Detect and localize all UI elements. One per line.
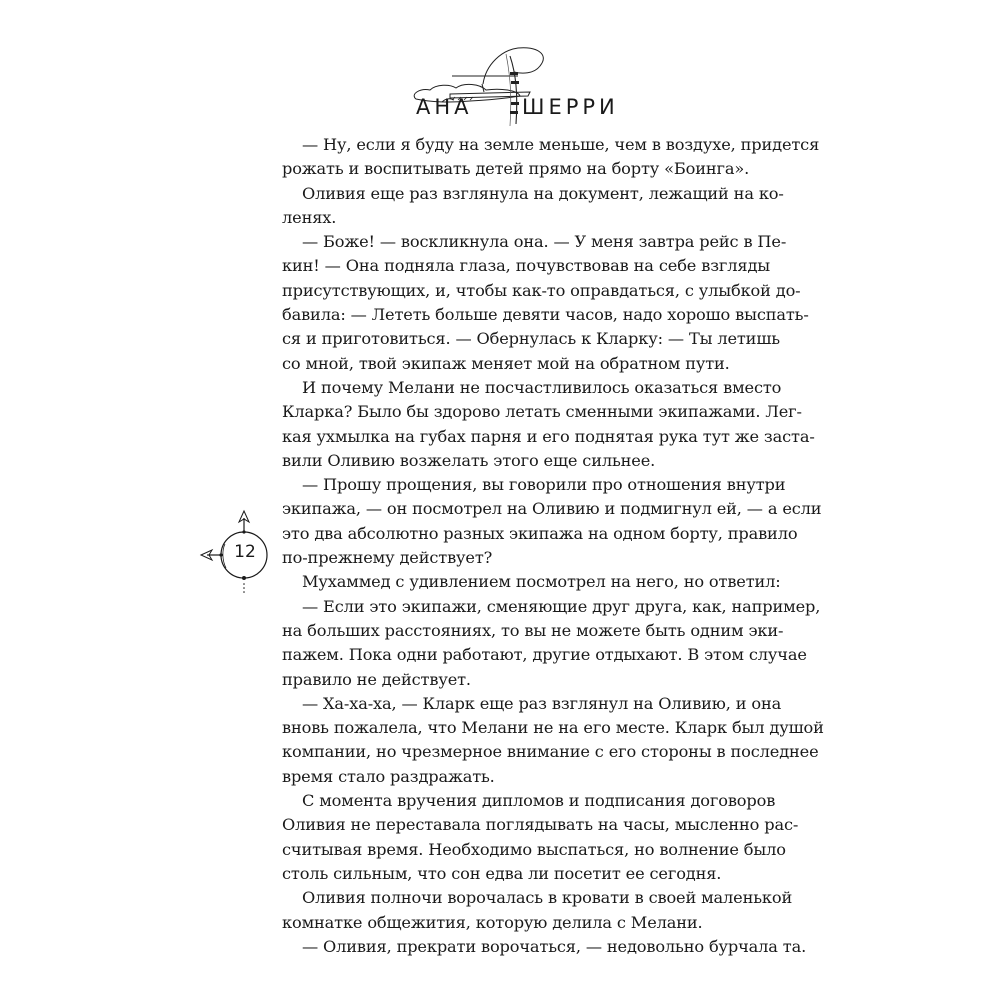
text-line: комнатке общежития, которую делила с Мелани. bbox=[282, 912, 703, 932]
text-line: ся и приготовиться. — Обернулась к Кларку: — Ты летишь bbox=[282, 329, 780, 349]
text-line: кая ухмылка на губах парня и его поднятая рука тут же заста- bbox=[282, 426, 815, 446]
text-line: Оливия не переставала поглядывать на часы, мысленно рас- bbox=[282, 815, 799, 835]
text-line: это два абсолютно разных экипажа на одном борту, правило bbox=[282, 523, 798, 543]
text-line: — Ха-ха-ха, — Кларк еще раз взглянул на Оливию, и она bbox=[302, 693, 782, 713]
body-text bbox=[282, 133, 824, 959]
text-line: Кларка? Было бы здорово летать сменными экипажами. Лег- bbox=[282, 402, 802, 422]
page-number: 12 bbox=[234, 542, 256, 562]
page-number-badge bbox=[198, 508, 278, 598]
text-line: на больших расстояниях, то вы не можете быть одним эки- bbox=[282, 620, 784, 640]
text-line: правило не действует. bbox=[282, 669, 471, 689]
text-line: Мухаммед с удивлением посмотрел на него, но ответил: bbox=[302, 572, 781, 592]
text-line: ленях. bbox=[282, 207, 337, 227]
text-line: — Если это экипажи, сменяющие друг друга, как, например, bbox=[302, 596, 821, 616]
text-line: со мной, твой экипаж меняет мой на обратном пути. bbox=[282, 353, 730, 373]
text-line: компании, но чрезмерное внимание с его стороны в последнее bbox=[282, 742, 819, 762]
text-line: считывая время. Необходимо выспаться, но волнение было bbox=[282, 839, 786, 859]
text-line: кин! — Она подняла глаза, почувствовав на себе взгляды bbox=[282, 256, 770, 276]
text-line: пажем. Пока одни работают, другие отдыхают. В этом случае bbox=[282, 645, 807, 665]
text-line: бавила: — Лететь больше девяти часов, надо хорошо выспать- bbox=[282, 305, 809, 325]
author-first-name: АНА bbox=[416, 95, 473, 119]
text-line: — Прошу прощения, вы говорили про отношения внутри bbox=[302, 475, 786, 495]
text-line: — Боже! — воскликнула она. — У меня завтра рейс в Пе- bbox=[302, 232, 787, 252]
airplane-cloud-logo-icon bbox=[390, 44, 630, 134]
text-line: столь сильным, что сон едва ли посетит ее сегодня. bbox=[282, 863, 722, 883]
text-line: Оливия полночи ворочалась в кровати в своей маленькой bbox=[302, 888, 793, 908]
text-line: Оливия еще раз взглянула на документ, лежащий на ко- bbox=[302, 183, 784, 203]
text-line: экипажа, — он посмотрел на Оливию и подмигнул ей, — а если bbox=[282, 499, 822, 519]
text-line: — Ну, если я буду на земле меньше, чем в воздухе, придется bbox=[302, 135, 820, 154]
text-line: время стало раздражать. bbox=[282, 766, 495, 786]
text-line: присутствующих, и, чтобы как-то оправдаться, с улыбкой до- bbox=[282, 280, 801, 300]
text-line: С момента вручения дипломов и подписания договоров bbox=[302, 791, 776, 811]
text-line: рожать и воспитывать детей прямо на борту «Боинга». bbox=[282, 159, 750, 179]
author-last-name: ШЕРРИ bbox=[522, 95, 619, 119]
text-line: И почему Мелани не посчастливилось оказаться вместо bbox=[302, 377, 782, 397]
running-header bbox=[390, 44, 630, 124]
text-line: — Оливия, прекрати ворочаться, — недовольно бурчала та. bbox=[302, 936, 807, 956]
text-line: по-прежнему действует? bbox=[282, 548, 493, 568]
text-line: вновь пожалела, что Мелани не на его месте. Кларк был душой bbox=[282, 718, 824, 738]
text-line: вили Оливию возжелать этого еще сильнее. bbox=[282, 450, 656, 470]
